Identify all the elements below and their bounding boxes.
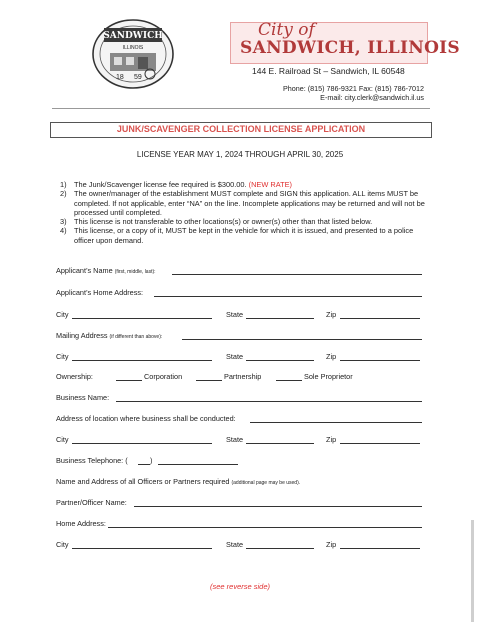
rules-list xyxy=(60,180,430,245)
city-field[interactable] xyxy=(72,318,212,319)
city-address: 144 E. Railroad St – Sandwich, IL 60548 xyxy=(252,66,405,76)
state-label: State xyxy=(226,310,244,319)
state-label: State xyxy=(226,352,244,361)
state-field[interactable] xyxy=(246,318,314,319)
business-telephone-label: Business Telephone: ( xyxy=(56,456,128,465)
city-label: City xyxy=(56,352,69,361)
officers-heading: Name and Address of all Officers or Partners required (additional page may be used). xyxy=(56,477,301,486)
business-name-label: Business Name: xyxy=(56,393,110,402)
ownership-label: Ownership: xyxy=(56,372,93,381)
city-of-text: City of xyxy=(258,20,315,40)
form-title: JUNK/SCAVENGER COLLECTION LICENSE APPLICATION xyxy=(116,124,366,134)
city-field[interactable] xyxy=(72,443,212,444)
sole-proprietor-checkline[interactable] xyxy=(276,380,302,381)
zip-field[interactable] xyxy=(340,548,420,549)
rule-item: 1) The Junk/Scavenger license fee required is $300.00. (NEW RATE) xyxy=(60,180,293,189)
zip-label: Zip xyxy=(326,352,337,361)
home-address-field[interactable] xyxy=(154,296,422,297)
city-email: E-mail: city.clerk@sandwich.il.us xyxy=(320,93,424,102)
corporation-option: Corporation xyxy=(144,372,183,381)
city-field[interactable] xyxy=(72,360,212,361)
business-location-field[interactable] xyxy=(250,422,422,423)
city-name: SANDWICH, ILLINOIS xyxy=(240,38,461,58)
zip-field[interactable] xyxy=(340,443,420,444)
city-field[interactable] xyxy=(72,548,212,549)
business-location-label: Address of location where business shall be conducted: xyxy=(56,414,236,423)
mailing-address-label: Mailing Address (if different than above): xyxy=(56,331,163,340)
seal-year-right: 59 xyxy=(134,74,142,81)
corporation-checkline[interactable] xyxy=(116,380,142,381)
zip-field[interactable] xyxy=(340,360,420,361)
see-reverse-side-note: (see reverse side) xyxy=(209,582,271,591)
partner-name-label: Partner/Officer Name: xyxy=(56,498,127,507)
city-seal-logo xyxy=(90,16,176,92)
partnership-checkline[interactable] xyxy=(196,380,222,381)
business-name-field[interactable] xyxy=(116,401,422,402)
state-label: State xyxy=(226,540,244,549)
seal-text: SANDWICH xyxy=(103,31,163,41)
city-phone-fax: Phone: (815) 786-9321 Fax: (815) 786-7012 xyxy=(282,84,424,93)
zip-field[interactable] xyxy=(340,318,420,319)
city-label: City xyxy=(56,540,69,549)
home-address-label: Applicant’s Home Address: xyxy=(56,288,144,297)
city-label: City xyxy=(56,435,69,444)
zip-label: Zip xyxy=(326,310,337,319)
telephone-close-paren: ) xyxy=(150,456,153,465)
sole-proprietor-option: Sole Proprietor xyxy=(304,372,353,381)
state-label: State xyxy=(226,435,244,444)
partner-home-address-field[interactable] xyxy=(108,527,422,528)
telephone-number-field[interactable] xyxy=(158,464,238,465)
rule-item: 3) This license is not transferable to other locations(s) or owner(s) other than that listed below. xyxy=(60,217,373,227)
header-divider xyxy=(52,108,430,109)
state-field[interactable] xyxy=(246,443,314,444)
applicant-name-label: Applicant’s Name (first, middle, last): xyxy=(56,266,156,275)
partner-name-field[interactable] xyxy=(134,506,422,507)
partner-home-address-label: Home Address: xyxy=(56,519,106,528)
state-field[interactable] xyxy=(246,548,314,549)
new-rate-note: (NEW RATE) xyxy=(248,180,293,189)
area-code-field[interactable] xyxy=(138,464,150,465)
zip-label: Zip xyxy=(326,435,337,444)
license-year: LICENSE YEAR MAY 1, 2024 THROUGH APRIL 30, 2025 xyxy=(136,150,344,159)
seal-state-text: ILLINOIS xyxy=(122,45,144,51)
seal-year-left: 18 xyxy=(116,74,124,81)
partnership-option: Partnership xyxy=(224,372,262,381)
scan-edge-shadow xyxy=(471,520,474,622)
applicant-name-field[interactable] xyxy=(172,274,422,275)
rule-item: 4) This license, or a copy of it, MUST be kept in the vehicle for which it is issued, and presented to a police officer upon demand. xyxy=(60,226,414,245)
form-title-banner xyxy=(50,122,432,138)
zip-label: Zip xyxy=(326,540,337,549)
mailing-address-field[interactable] xyxy=(182,339,422,340)
rule-item: 2) The owner/manager of the establishment MUST complete and SIGN this application. ALL items MUST be completed. If not applicable, enter “NA” on the line. Incomplete applications may be returned and will not be processed until completed. xyxy=(60,189,425,217)
city-label: City xyxy=(56,310,69,319)
state-field[interactable] xyxy=(246,360,314,361)
